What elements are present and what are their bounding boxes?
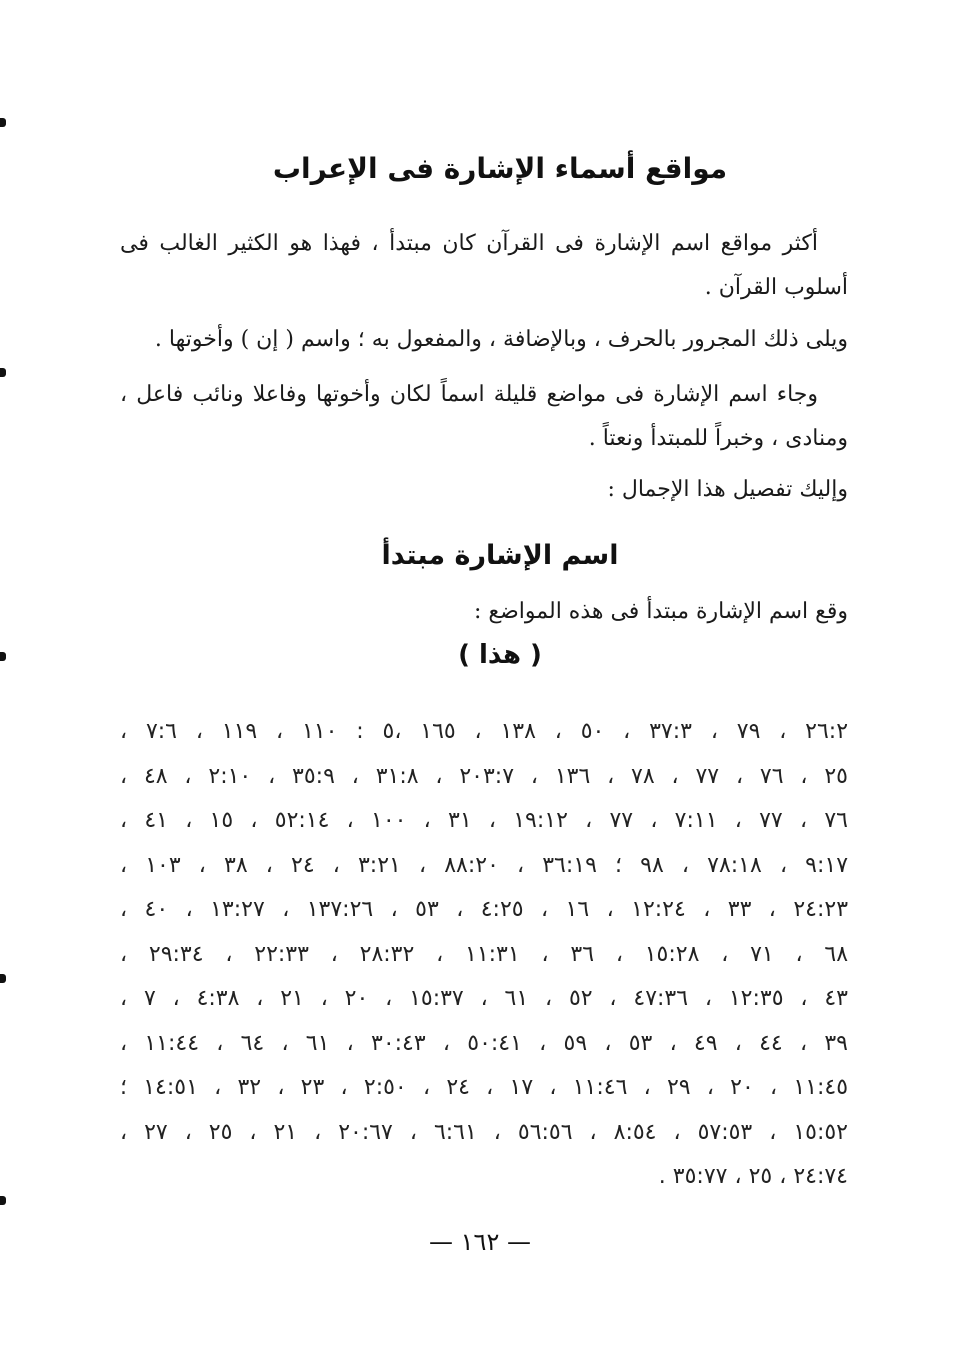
reference-line: ٩:١٧ ، ٧٨:١٨ ، ٩٨ ؛ ٣٦:١٩ ، ٨٨:٢٠ ، ٣:٢١ ، ٢٤ ، ٣٨ ، ١٠٣ ، xyxy=(120,852,849,878)
section-intro: وقع اسم الإشارة مبتدأ فى هذه المواضع : xyxy=(474,599,848,624)
reference-line: ٢٦:٢ ، ٧٩ ، ٣٧:٣ ، ٥٠ ، ١٣٨ ، ١٦٥ ،٥ : ١١٠ ، ١١٩ ، ٧:٦ ، xyxy=(120,719,849,744)
reference-line: ١١:٤٥ ، ٢٠ ، ٢٩ ، ١١:٤٦ ، ١٧ ، ٢٤ ، ٢:٥٠ ، ٢٣ ، ٣٢ ، ١٤:٥١ ؛ xyxy=(120,1075,849,1100)
reference-line: ٦٨ ، ٧١ ، ١٥:٢٨ ، ٣٦ ، ١١:٣١ ، ٢٨:٣٢ ، ٢٢:٣٣ ، ٢٩:٣٤ ، xyxy=(120,941,849,967)
reference-line: ٤٣ ، ١٢:٣٥ ، ٤٧:٣٦ ، ٥٢ ، ٦١ ، ١٥:٣٧ ، ٢٠ ، ٢١ ، ٤:٣٨ ، ٧ ، xyxy=(120,986,848,1011)
reference-line: ١٥:٥٢ ، ٥٧:٥٣ ، ٨:٥٤ ، ٥٦:٥٦ ، ٦:٦١ ، ٢٠:٦٧ ، ٢١ ، ٢٥ ، ٢٧ ، xyxy=(120,1119,848,1145)
page-title: مواقع أسماء الإشارة فى الإعراب xyxy=(272,152,728,185)
reference-list xyxy=(120,710,848,1200)
page-edge-mark xyxy=(0,1196,6,1205)
section-subheading: ( هذا ) xyxy=(458,640,542,670)
third-paragraph: وجاء اسم الإشارة فى مواضع قليلة اسماً لكان وأخوتها وفاعلا ونائب فاعل ، ومنادى ، وخبراً للمبتدأ ونعتاً . xyxy=(120,382,848,451)
page-edge-mark xyxy=(0,652,6,661)
page-edge-mark xyxy=(0,974,6,983)
reference-line: ٧٦ ، ٧٧ ، ٧:١١ ، ٧٧ ، ١٩:١٢ ، ٣١ ، ١٠٠ ، ٥٢:١٤ ، ١٥ ، ٤١ ، xyxy=(120,808,848,833)
reference-line: ٢٤:٢٣ ، ٣٣ ، ١٢:٢٤ ، ١٦ ، ٤:٢٥ ، ٥٣ ، ١٣٧:٢٦ ، ١٣:٢٧ ، ٤٠ ، xyxy=(120,897,849,922)
page-edge-mark xyxy=(0,118,6,127)
second-paragraph: ويلى ذلك المجرور بالحرف ، وبالإضافة ، والمفعول به ؛ واسم ( إن ) وأخوتها . xyxy=(154,327,848,352)
reference-line: ٢٤:٧٤ ، ٢٥ ، ٣٥:٧٧ . xyxy=(658,1164,848,1189)
page-number: — ١٦٢ — xyxy=(429,1228,531,1256)
section-title: اسم الإشارة مبتدأ xyxy=(381,540,619,571)
reference-line: ٢٥ ، ٧٦ ، ٧٧ ، ٧٨ ، ١٣٦ ، ٢٠٣:٧ ، ٣١:٨ ، ٣٥:٩ ، ٢:١٠ ، ٤٨ ، xyxy=(120,763,848,789)
fourth-paragraph: وإليك تفصيل هذا الإجمال : xyxy=(607,477,848,502)
reference-line: ٣٩ ، ٤٤ ، ٤٩ ، ٥٣ ، ٥٩ ، ٥٠:٤١ ، ٣٠:٤٣ ، ٦١ ، ٦٤ ، ١١:٤٤ ، xyxy=(120,1030,848,1056)
intro-paragraph: أكثر مواقع اسم الإشارة فى القرآن كان مبتدأ ، فهذا هو الكثير الغالب فى أسلوب القرآن . xyxy=(120,231,848,300)
page-edge-mark xyxy=(0,368,6,377)
